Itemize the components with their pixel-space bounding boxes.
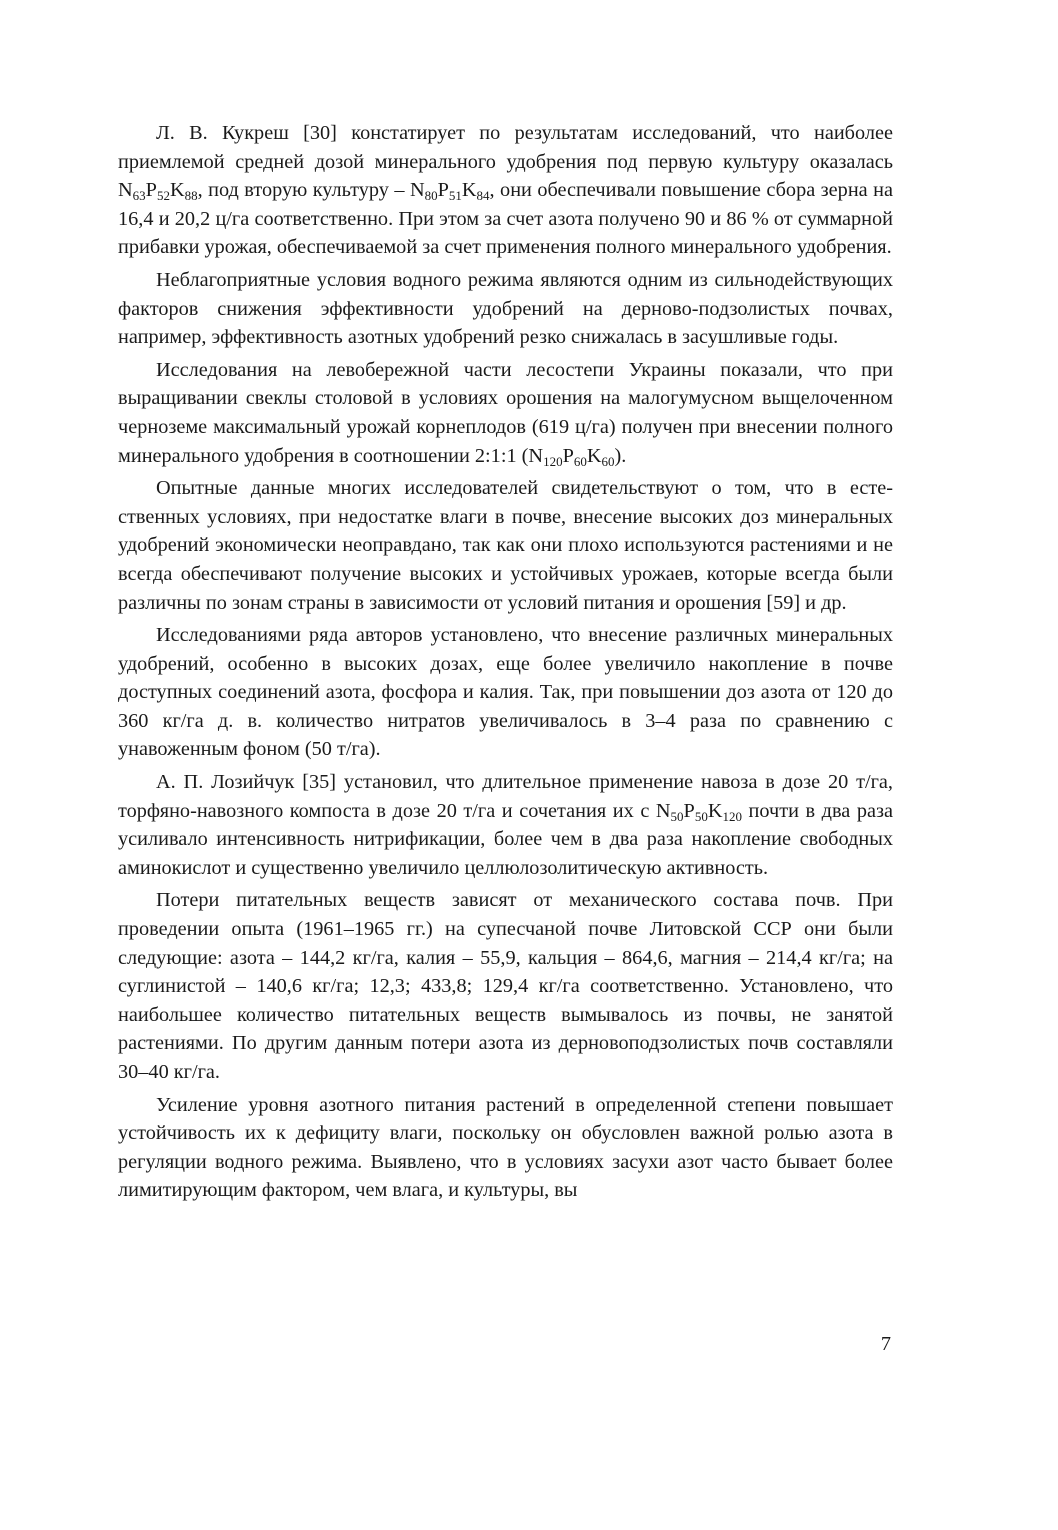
text-run: K (169, 179, 185, 202)
subscript: 120 (543, 453, 563, 469)
text-run: P (562, 444, 574, 467)
paragraph (118, 474, 893, 617)
text-run: Опытные данные многих исследователей свидетельствуют о том, что в естественных условиях, при недостатке влаги в почве, внесение высоких доз минеральных удобрений экономически неоправдано, так как они плохо используются растениями и не всегда обеспечивают получение высоких и устойчивых урожаев, которые всегда были различны по зонам страны в зависимости от условий питания и орошения [59] и др. (118, 477, 893, 614)
subscript: 60 (601, 453, 615, 469)
text-run: А. П. Лозийчук [35] установил, что длительное применение навоза в дозе 20 т/га, торфяно-навозного компоста в дозе 20 т/га и сочетания их с N (118, 771, 893, 822)
paragraph (118, 266, 893, 352)
text-run: Л. В. Кукреш [30] констатирует по результатам исследований, что наиболее приемлемой средней дозой минерального удобрения под первую культуру оказалась N (118, 122, 893, 202)
paragraph (118, 768, 893, 882)
text-run: Исследованиями ряда авторов установлено, что внесение различных минеральных удобрений, особенно в высоких дозах, еще более увеличило накопление в почве доступных соединений азота, фосфора и калия. Так, при повышении доз азота от 120 до 360 кг/га д. в. количество нитратов увеличивалось в 3–4 раза по сравнению с унавоженным фоном (50 т/га). (118, 624, 893, 761)
paragraph (118, 621, 893, 764)
text-run: Исследования на левобережной части лесостепи Украины показали, что при выращивании свеклы столовой в условиях орошения на малогумусном выщелоченном черноземе максимальный урожай корнеплодов (619 ц/га) получен при внесении полного минерального удобрения в соотношении 2:1:1 (N (118, 358, 893, 467)
subscript: 52 (156, 188, 170, 204)
paragraph (118, 886, 893, 1086)
text-run: P (145, 179, 157, 202)
page-number: 7 (880, 1333, 891, 1355)
subscript: 50 (670, 808, 684, 824)
subscript: 50 (694, 808, 708, 824)
document-page (118, 119, 893, 1205)
subscript: 88 (184, 188, 198, 204)
text-run: P (683, 799, 695, 822)
text-run: K (586, 444, 602, 467)
subscript: 51 (448, 188, 462, 204)
text-run: , они обеспечивали повышение сбора зерна на 16,4 и 20,2 ц/га соответственно. При этом за счет азота получено 90 и 86 % от суммарной прибавки урожая, обеспечиваемой за счет применения полного минерального удобрения. (118, 179, 893, 259)
subscript: 63 (132, 188, 146, 204)
paragraph (118, 119, 893, 262)
paragraph (118, 1091, 893, 1205)
subscript: 80 (424, 188, 438, 204)
text-run: K (707, 799, 723, 822)
text-run: Неблагоприятные условия водного режима являются одним из сильнодействующих факторов снижения эффективности удобрений на дерново-подзолистых почвах, например, эффективность азотных удобрений резко снижалась в засушливые годы. (118, 268, 893, 349)
subscript: 84 (476, 188, 490, 204)
subscript: 60 (573, 453, 587, 469)
paragraph (118, 356, 893, 470)
text-run: , под вторую культуру – N (197, 179, 425, 202)
text-run: P (437, 179, 449, 202)
subscript: 120 (722, 808, 742, 824)
text-run: Потери питательных веществ зависят от механического состава почв. При проведении опыта (1961–1965 гг.) на супесчаной почве Литовской ССР они были следующие: азота – 144,2 кг/га, калия – 55,9, кальция – 864,6, магния – 214,4 кг/га; на суглинистой – 140,6 кг/га; 12,3; 433,8; 129,4 кг/га соответственно. Установлено, что наибольшее количество питательных веществ вымывалось из почвы, не занятой растениями. По другим данным потери азота из дерновоподзолистых почв составляли 30–40 кг/га. (118, 889, 893, 1083)
text-run: почти в два раза усиливало интенсивность нитрификации, более чем в два раза накопление свободных аминокислот и существенно увеличило целлюлозолитическую активность. (118, 799, 894, 879)
text-run: ). (614, 444, 627, 467)
body-text (118, 119, 893, 1205)
text-run: K (461, 179, 477, 202)
text-run: Усиление уровня азотного питания растений в определенной степени повышает устойчивость их к дефициту влаги, поскольку он обусловлен важной ролью азота в регуляции водного режима. Выявлено, что в условиях засухи азот часто бывает более лимитирующим фактором, чем влага, и культуры, вы (118, 1093, 893, 1202)
